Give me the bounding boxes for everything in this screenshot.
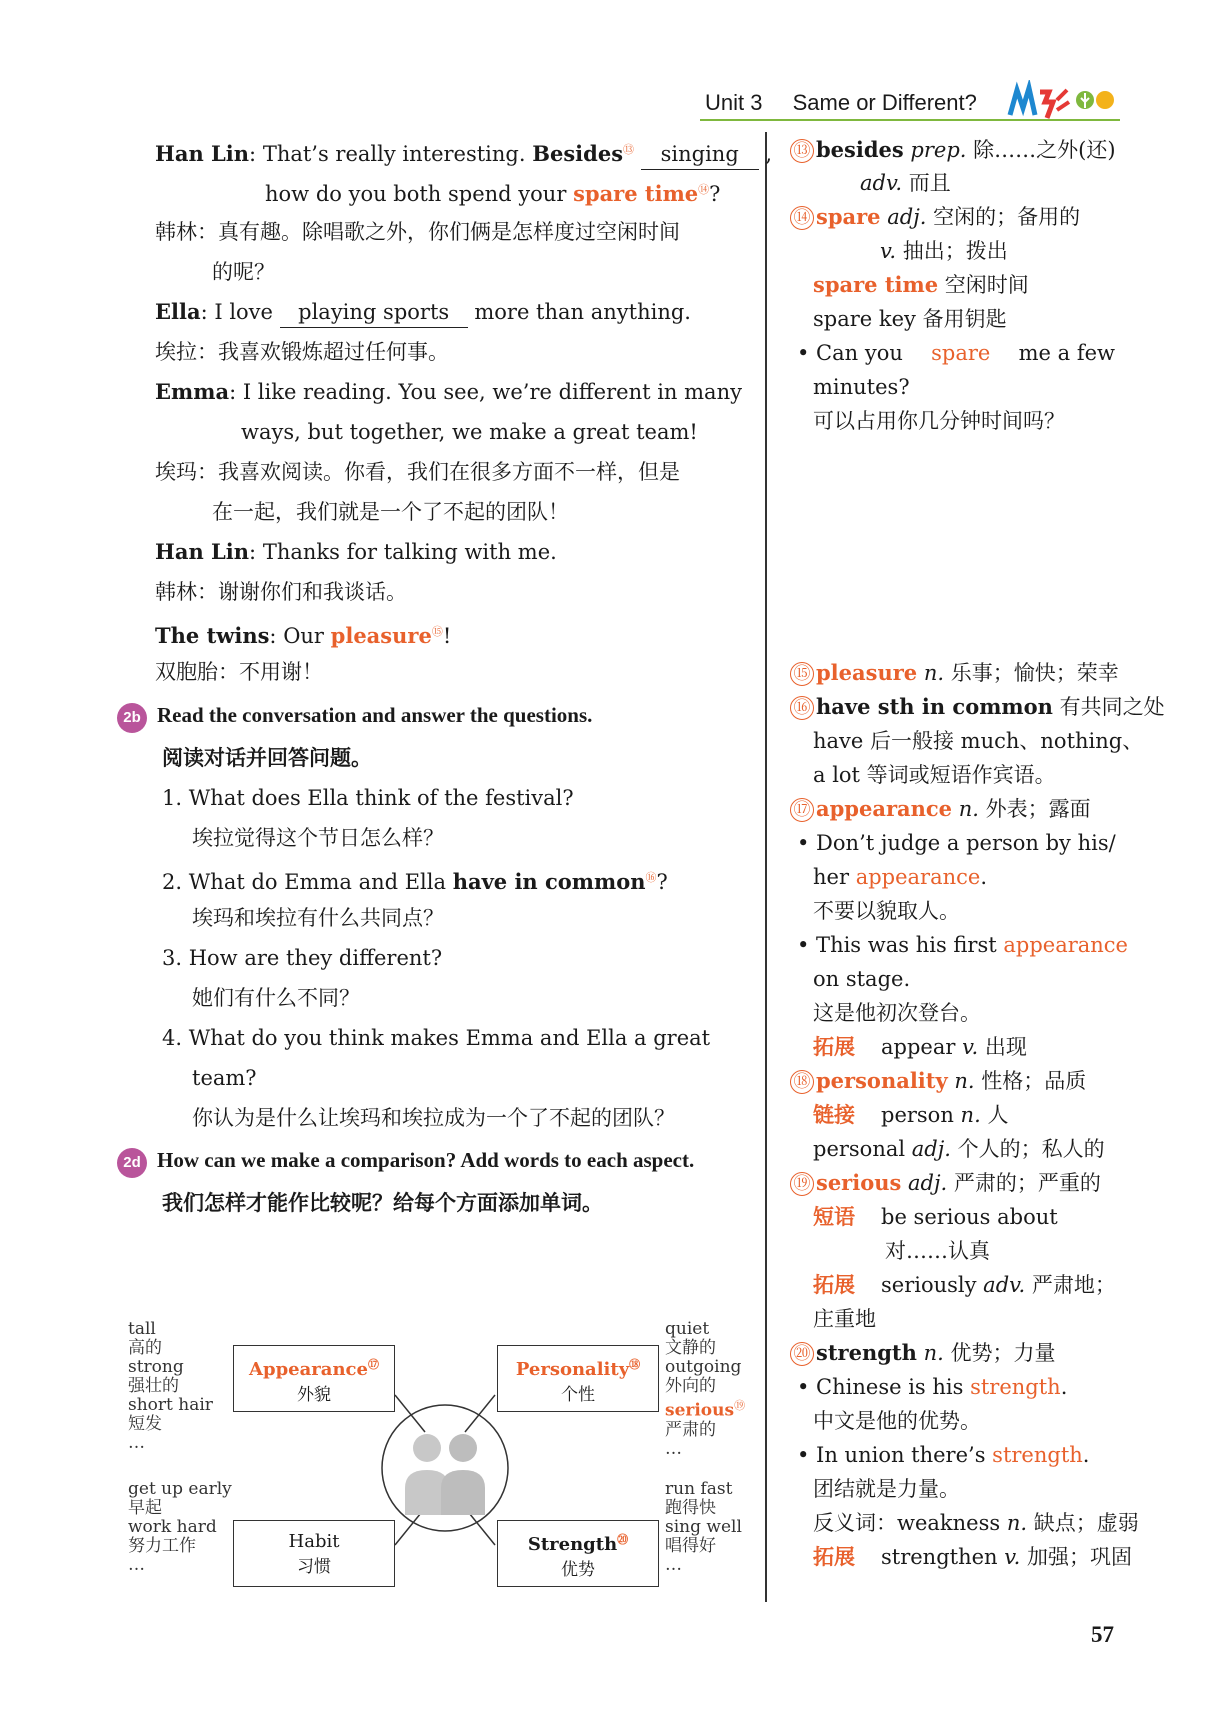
example-keyword: spare — [931, 341, 991, 365]
aspect-appearance: Appearance⑰ 外貌 — [233, 1345, 395, 1412]
section-2b-title — [117, 700, 592, 733]
habit-word-list — [128, 1480, 232, 1575]
word-item: 外向的 — [665, 1376, 716, 1396]
tag-link: 链接 — [813, 1103, 855, 1127]
blank-playing-sports: playing sports — [280, 297, 468, 328]
note-app-ex2-b: on stage. — [813, 967, 911, 991]
comparison-diagram — [125, 1320, 765, 1590]
tag-phrase: 短语 — [813, 1205, 855, 1229]
note-word: strengthen — [881, 1545, 998, 1569]
note-word: have sth in common — [816, 694, 1053, 719]
note-def: 缺点；虚弱 — [1033, 1511, 1139, 1535]
aspect-habit — [233, 1520, 395, 1587]
2d-title-cn: 我们怎样才能作比较呢？给每个方面添加单词。 — [162, 1190, 603, 1215]
note-appear-extend — [813, 1032, 1027, 1062]
strength-label: Strength — [527, 1534, 618, 1555]
example-text: • Can you — [797, 341, 903, 365]
example-keyword: strength — [970, 1375, 1061, 1399]
note-str-ex1-cn: 中文是他的优势。 — [813, 1409, 981, 1433]
personality-word-list: quiet 文静的 outgoing 外向的 serious⑲ 严肃的 … — [665, 1319, 746, 1459]
note-besides-2 — [860, 168, 951, 198]
word-item: run fast — [665, 1479, 733, 1499]
note-pos: n. — [954, 1069, 975, 1093]
note-pos: adv. — [983, 1273, 1026, 1297]
note-besides — [790, 135, 1116, 165]
note-spare — [790, 202, 1080, 232]
note-seriously-2: 庄重地 — [813, 1307, 876, 1331]
note-app-ex1: • Don’t judge a person by his/ — [797, 831, 1116, 855]
word-item: quiet — [665, 1319, 710, 1339]
tag-extend: 拓展 — [813, 1545, 855, 1569]
note-pos: n. — [1006, 1511, 1028, 1535]
word-item: outgoing — [665, 1357, 742, 1377]
unit-label: Unit 3 — [705, 90, 763, 115]
note-app-ex2-cn: 这是他初次登台。 — [813, 1001, 981, 1025]
note-word: serious — [816, 1170, 902, 1195]
column-divider — [765, 132, 767, 1602]
note-pos: v. — [1004, 1545, 1021, 1569]
note-def: 空闲时间 — [944, 273, 1029, 297]
speaker-hanlin-2: Han Lin — [155, 539, 250, 564]
2b-q4: 4. What do you think makes Emma and Ella a great — [162, 1026, 711, 1050]
note-def: 人 — [987, 1103, 1009, 1127]
note-personal — [813, 1134, 1105, 1164]
note-app-ex2 — [797, 930, 1128, 960]
example-text: • This was his first — [797, 933, 997, 957]
phrase-spare-time: spare time — [573, 181, 699, 206]
2b-q3: 3. How are they different? — [162, 946, 443, 970]
note-pleasure — [790, 658, 1119, 688]
ella-text-b: more than anything. — [474, 300, 691, 324]
note-seriously — [813, 1270, 1116, 1300]
2b-q4-cn: 你认为是什么让埃玛和埃拉成为一个了不起的团队？ — [192, 1106, 675, 1130]
tag-extend: 拓展 — [813, 1273, 855, 1297]
note-number: ⑳ — [790, 1342, 814, 1366]
hanlin-cn-1: 韩林：真有趣。除唱歌之外，你们俩是怎样度过空闲时间 — [155, 220, 680, 244]
strength-word-list — [665, 1480, 742, 1575]
note-def: 性格；品质 — [981, 1069, 1087, 1093]
note-number: ⑱ — [790, 1070, 814, 1094]
note-common-1: have 后一般接 much、nothing、 — [813, 729, 1144, 753]
note-def: 有共同之处 — [1059, 695, 1165, 719]
2b-q1: 1. What does Ella think of the festival? — [162, 786, 574, 810]
hanlin-thanks-text: Thanks for talking with me. — [262, 540, 557, 564]
note-personality — [790, 1066, 1086, 1096]
hanlin-thanks-cn: 韩林：谢谢你们和我谈话。 — [155, 580, 407, 604]
note-word: appear — [881, 1035, 956, 1059]
note-spare-2 — [880, 236, 1008, 266]
tag-extend: 拓展 — [813, 1035, 855, 1059]
word-item: tall — [128, 1319, 156, 1339]
note-pos: n. — [958, 797, 979, 821]
word-item: 跑得快 — [665, 1498, 716, 1518]
word-pleasure: pleasure — [330, 623, 432, 648]
word-item: 短发 — [128, 1414, 162, 1434]
note-word: strength — [816, 1340, 917, 1365]
note-spare-time — [813, 270, 1029, 300]
word-item: 强壮的 — [128, 1376, 179, 1396]
habit-cn: 习惯 — [297, 1557, 331, 1577]
example-text: • Chinese is his — [797, 1375, 964, 1399]
ella-text-a: I love — [214, 300, 273, 324]
note-word: pleasure — [816, 660, 918, 685]
personality-label: Personality — [515, 1359, 630, 1380]
word-item: work hard — [128, 1517, 217, 1537]
note-strength — [790, 1338, 1055, 1368]
note-def: 个人的；私人的 — [957, 1137, 1105, 1161]
example-keyword: strength — [992, 1443, 1083, 1467]
note-str-ex2: • In union there’s strength. — [797, 1443, 1090, 1467]
word-item: 高的 — [128, 1338, 162, 1358]
note-def: 加强；巩固 — [1027, 1545, 1133, 1569]
twins-text-a: Our — [283, 624, 324, 648]
emma-line-1: Emma: I like reading. You see, we’re different in many — [155, 379, 742, 404]
appearance-label: Appearance — [249, 1359, 368, 1380]
note-def: 抽出；拨出 — [902, 239, 1008, 263]
example-text: me a few — [1018, 341, 1115, 365]
note-number: ⑮ — [790, 662, 814, 686]
badge-2d: 2d — [117, 1148, 147, 1178]
note-word: besides — [816, 137, 904, 162]
note-pos: n. — [923, 661, 945, 685]
note-antonym — [813, 1508, 1139, 1538]
note-pos: adj. — [911, 1137, 951, 1161]
word-item: … — [665, 1555, 682, 1575]
speaker-twins: The twins — [155, 623, 270, 648]
example-text: her — [813, 865, 849, 889]
note-appearance — [790, 794, 1091, 824]
note-pos: adv. — [860, 171, 903, 195]
word-item: 早起 — [128, 1498, 162, 1518]
speaker-hanlin: Han Lin — [155, 141, 250, 166]
aspect-personality: Personality⑱ 个性 — [497, 1345, 659, 1412]
hanlin-thanks: Han Lin: Thanks for talking with me. — [155, 539, 557, 564]
word-item: 文静的 — [665, 1338, 716, 1358]
note-person-link — [813, 1100, 1008, 1130]
personality-cn: 个性 — [561, 1385, 595, 1405]
note-pos: v. — [962, 1035, 979, 1059]
note-spare-example-2: minutes? — [813, 375, 910, 399]
hanlin-text-b: how do you both spend your — [265, 182, 567, 206]
word-item: sing well — [665, 1517, 742, 1537]
hanlin-line-1: Han Lin: That’s really interesting. Besides⑬ singing , — [155, 135, 772, 170]
word-item: get up early — [128, 1479, 232, 1499]
note-pos: adj. — [887, 205, 927, 229]
word-item: 严肃的 — [665, 1419, 716, 1440]
note-def: 严肃地； — [1031, 1273, 1116, 1297]
example-keyword: appearance — [855, 865, 981, 889]
note-serious — [790, 1168, 1101, 1198]
note-spare-example-cn: 可以占用你几分钟时间吗？ — [813, 409, 1065, 433]
note-app-ex1-b: her appearance. — [813, 865, 988, 889]
word-item: short hair — [128, 1395, 213, 1415]
note-def: 严肃的；严重的 — [953, 1171, 1101, 1195]
word-item: … — [128, 1433, 145, 1453]
hanlin-cn-2: 的呢？ — [212, 260, 275, 284]
strength-cn: 优势 — [561, 1560, 595, 1580]
word-item: … — [128, 1555, 145, 1575]
emma-text-a: I like reading. You see, we’re different in many — [242, 380, 742, 404]
note-phrase: spare time — [813, 272, 939, 297]
note-serious-phrase — [813, 1202, 1058, 1232]
2b-title-text: Read the conversation and answer the questions. — [157, 703, 593, 727]
header-rule — [700, 119, 1120, 121]
note-number: ⑰ — [790, 798, 814, 822]
page-header — [705, 90, 977, 116]
note-def: 出现 — [984, 1035, 1027, 1059]
appearance-cn: 外貌 — [297, 1385, 331, 1405]
emma-cn-2: 在一起，我们就是一个了不起的团队！ — [212, 500, 569, 524]
note-def: 乐事；愉快；荣幸 — [950, 661, 1119, 685]
example-keyword: appearance — [1003, 933, 1128, 957]
note-pos: n. — [960, 1103, 981, 1127]
emma-line-2: ways, but together, we make a great team! — [241, 420, 698, 444]
badge-2b: 2b — [117, 703, 147, 733]
twins-cn: 双胞胎：不用谢！ — [155, 660, 323, 684]
speaker-ella: Ella — [155, 299, 201, 324]
note-number: ⑬ — [790, 139, 814, 163]
unit-title: Same or Different? — [792, 90, 977, 115]
2b-title-cn: 阅读对话并回答问题。 — [162, 745, 372, 770]
emma-cn-1: 埃玛：我喜欢阅读。你看，我们在很多方面不一样，但是 — [155, 460, 680, 484]
word-item: 努力工作 — [128, 1536, 196, 1556]
note-app-ex1-cn: 不要以貌取人。 — [813, 899, 960, 923]
note-word: appearance — [816, 796, 953, 821]
2b-q3-cn: 她们有什么不同？ — [192, 986, 360, 1010]
note-pos: n. — [923, 1341, 944, 1365]
note-spare-example — [797, 338, 1115, 368]
note-def: 空闲的；备用的 — [933, 205, 1081, 229]
note-word: seriously — [881, 1273, 977, 1297]
note-str-ex2-cn: 团结就是力量。 — [813, 1477, 960, 1501]
note-common-2: a lot 等词或短语作宾语。 — [813, 763, 1056, 787]
2b-q2: 2. What do Emma and Ella have in common⑯? — [162, 869, 668, 894]
note-word: person — [881, 1103, 954, 1127]
note-number: ⑯ — [790, 696, 814, 720]
ella-cn: 埃拉：我喜欢锻炼超过任何事。 — [155, 340, 449, 364]
two-people-icon — [397, 1420, 493, 1515]
word-item: strong — [128, 1357, 184, 1377]
habit-label: Habit — [288, 1531, 340, 1552]
phrase-have-in-common: have in common — [452, 869, 646, 894]
2b-q2-text: 2. What do Emma and Ella — [162, 870, 447, 894]
2b-q2-cn: 埃玛和埃拉有什么共同点？ — [192, 906, 444, 930]
note-pos: v. — [880, 239, 897, 263]
2b-q1-cn: 埃拉觉得这个节日怎么样？ — [192, 826, 444, 850]
note-strengthen — [813, 1542, 1132, 1572]
note-pos: adj. — [908, 1171, 948, 1195]
twins-line: The twins: Our pleasure⑮! — [155, 623, 452, 648]
section-2d-title — [117, 1145, 694, 1178]
2b-q4-b: team? — [192, 1066, 257, 1090]
note-have-in-common — [790, 692, 1165, 722]
note-word: spare — [816, 204, 881, 229]
example-text: • In union there’s — [797, 1443, 986, 1467]
note-word: personality — [816, 1068, 948, 1093]
note-number: ⑭ — [790, 206, 814, 230]
word-item: 唱得好 — [665, 1536, 716, 1556]
note-def: 而且 — [908, 171, 951, 195]
note-serious-phrase-cn: 对……认真 — [885, 1239, 990, 1263]
note-antonym-word: 反义词：weakness — [813, 1511, 1001, 1535]
note-word: personal — [813, 1137, 906, 1161]
speaker-emma: Emma — [155, 379, 230, 404]
note-def: 外表；露面 — [985, 797, 1091, 821]
note-number: ⑲ — [790, 1172, 814, 1196]
hanlin-line-2: how do you both spend your spare time⑭? — [265, 181, 721, 206]
appearance-word-list — [128, 1320, 213, 1453]
note-def: 除……之外(还) — [973, 138, 1116, 162]
word-serious: serious — [665, 1400, 735, 1421]
page-number: 57 — [1091, 1622, 1114, 1647]
2d-title-text: How can we make a comparison? Add words to each aspect. — [157, 1148, 695, 1172]
note-str-ex1: • Chinese is his strength. — [797, 1375, 1068, 1399]
note-pos: prep. — [910, 138, 967, 162]
hanlin-text-a: That’s really interesting. — [262, 142, 526, 166]
note-def: 优势；力量 — [950, 1341, 1056, 1365]
word-item: … — [665, 1438, 682, 1459]
note-spare-key: spare key 备用钥匙 — [813, 307, 1007, 331]
blank-singing: singing — [641, 139, 759, 170]
note-phrase: be serious about — [881, 1205, 1058, 1229]
ella-line: Ella: I love playing sports more than anything. — [155, 297, 691, 328]
word-besides: Besides — [532, 141, 624, 166]
aspect-strength: Strength⑳ 优势 — [497, 1520, 659, 1587]
